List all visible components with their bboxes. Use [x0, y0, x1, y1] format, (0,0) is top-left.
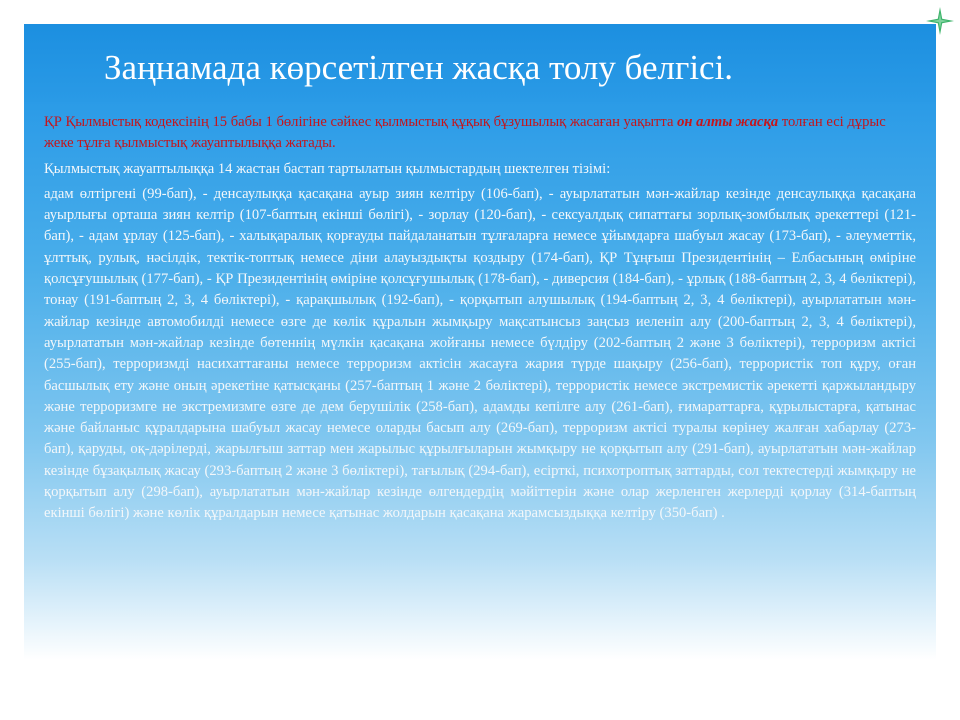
slide-body	[44, 112, 916, 529]
age-emphasis: он алты жасқа	[677, 114, 779, 130]
criminal-code-paragraph	[44, 112, 916, 155]
slide-title: Заңнамада көрсетілген жасқа толу белгісі.	[104, 48, 734, 87]
paragraph-text-after: толған есі дұрыс жеке тұлға қылмыстық жауаптылыққа жатады.	[44, 114, 886, 152]
paragraph-text-before: ҚР Қылмыстық кодексінің 15 бабы 1 бөлігіне сәйкес қылмыстық құқық бұзушылық жасаған уақытта	[44, 114, 678, 130]
list-intro-paragraph: Қылмыстық жауаптылыққа 14 жастан бастап тартылатын қылмыстардың шектелген тізімі:	[44, 160, 611, 177]
crimes-list-paragraph: адам өлтіргені (99-бап), - денсаулыққа қасақана ауыр зиян келтіру (106-бап), - ауырлататын мән-жайлар кезінде денсаулыққа қасақана ауырлығы орташа зиян келтір (107-баптың екінші бөлігі), - зорлау (120-бап), - сексуалдық сипаттағы зорлық-зомбылық әрекеттері (121-бап), - адам ұрлау (125-бап), - халықаралық қорғауды пайдаланатын тұлғаларға немесе ұйымдарға шабуыл жасау (173-бап), - әлеуметтік, ұлттық, рулық, нәсілдік, тектік-топтық немесе діни алауыздықты қоздыру (174-бап), ҚР Тұңғыш Президентінің – Елбасының өміріне қолсұғушылық (177-бап), - ҚР Президентінің өміріне қолсұғушылық (178-бап), - диверсия (184-бап), - ұрлық (188-баптың 2, 3, 4 бөліктері), тонау (191-баптың 2, 3, 4 бөліктері), - қарақшылық (192-бап), - қорқытып алушылық (194-баптың 2, 3, 4 бөліктері), ауырлататын мән-жайлар кезінде автомобилді немесе өзге де көлік құралын жымқыру мақсатынсыз заңсыз иеленіп алу (200-баптың 2, 3, 4 бөліктері), ауырлататын мән-жайлар кезінде бөтеннің мүлкін қасақана жойғаны немесе бүлдіру (202-баптың 2 және 3 бөліктері), терроризм актісі (255-бап), терроризмді насихаттағаны немесе терроризм актісін жасауға жария түрде шақыру (256-бап), террористік топ құру, оған басшылық ету және оның әрекетіне қатысқаны (257-баптың 1 және 2 бөліктері), террористік немесе экстремистік әрекетті қаржыландыру және терроризмге не экстремизмге өзге де дем берушілік (258-бап), адамды кепілге алу (261-бап), ғимараттарға, құрылыстарға, қатынас және байланыс құралдарына шабуыл жасау немесе оларды басып алу (269-бап), терроризм актісі туралы көрінеу жалған хабарлау (273-бап), қаруды, оқ-дәрілерді, жарылғыш заттар мен жарылыс құрылғыларын жымқыру не қорқытып алу (291-бап), ауырлататын мән-жайлар кезінде бұзақылық жасау (293-баптың 2 және 3 бөліктері), тағылық (294-бап), есірткі, психотроптық заттарды, сол тектестерді жымқыру не қорқытып алу (298-бап), ауырлататын мән-жайлар кезінде өлгендердің мәйіттерін және олар жерленген жерлерді қорлау (314-баптың екінші бөлігі) және көлік құралдарын немесе қатынас жолдарын қасақана жарамсыздыққа келтіру (350-бап) .	[44, 185, 916, 522]
sparkle-icon	[925, 6, 955, 36]
